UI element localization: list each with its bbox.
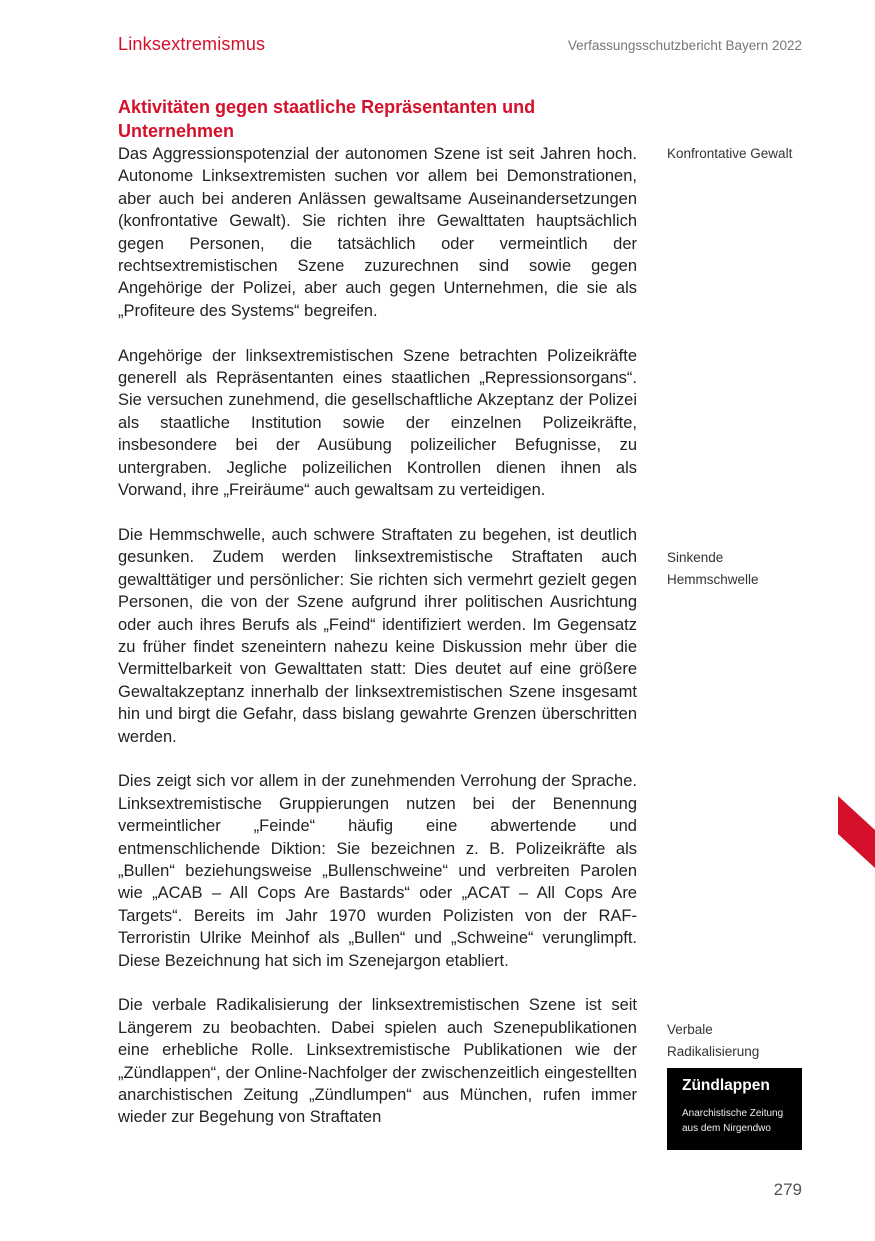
paragraph-4: Dies zeigt sich vor allem in der zunehmenden Verrohung der Sprache. Linksextremistische Gruppierungen nutzen bei der Benennung vermeintlicher „Feinde“ häufig eine abwertende und entmenschlichende Diktion: Sie bezeichnen z. B. Polizeikräfte als „Bullen“ beziehungsweise „Bullenschweine“ und verbreiten Parolen wie „ACAB – All Cops Are Bastards“ oder „ACAT – All Cops Are Targets“. Bereits im Jahr 1970 wurden Polizisten von der RAF-Terroristin Ulrike Meinhof als „Bullen“ und „Schweine“ verunglimpft. Diese Bezeichnung hat sich im Szenejargon etabliert. — [118, 772, 637, 970]
publication-logo-box — [667, 1068, 802, 1150]
publication-subtitle — [682, 1106, 787, 1136]
margin-note-line: Radikalisierung — [667, 1044, 760, 1059]
publication-subtitle-line: aus dem Nirgendwo — [682, 1123, 771, 1134]
page-number: 279 — [773, 1180, 802, 1199]
margin-note-line: Hemmschwelle — [667, 572, 759, 587]
margin-note-verbale-radikalisierung — [667, 1019, 807, 1063]
paragraph-3: Die Hemmschwelle, auch schwere Straftaten zu begehen, ist deutlich gesunken. Zudem werden linksextremistische Straftaten auch gewalttätiger und persönlicher: Sie richten sich vermehrt gezielt gegen Personen, die von der Szene aufgrund ihrer politischen Ausrichtung oder auch ihres Berufs als „Feind“ identifiziert werden. Im Gegensatz zu früher findet szeneintern nahezu keine Diskussion mehr über die Vermittelbarkeit von Gewalttaten statt: Dies deutet auf eine größere Gewaltakzeptanz innerhalb der linksextremistischen Szene insgesamt hin und birgt die Gefahr, dass bislang gewahrte Grenzen überschritten werden. — [118, 525, 637, 746]
paragraph-1: Das Aggressionspotenzial der autonomen Szene ist seit Jahren hoch. Autonome Linksextremisten suchen vor allem bei Demonstrationen, aber auch bei anderen Anlässen gewaltsame Auseinandersetzungen (konfrontative Gewalt). Sie richten ihre Gewalttaten hauptsächlich gegen Personen, die tatsächlich oder vermeintlich der rechtsextremistischen Szene zuzurechnen sind sowie gegen Angehörige der Polizei, aber auch gegen Unternehmen, die sie als „Profiteure des Systems“ begreifen. — [118, 145, 637, 320]
report-title: Verfassungsschutzbericht Bayern 2022 — [567, 38, 802, 53]
margin-note-line: Sinkende — [667, 550, 724, 565]
publication-subtitle-line: Anarchistische Zeitung — [682, 1108, 784, 1119]
main-content — [118, 95, 637, 1129]
margin-note-sinkende-hemmschwelle — [667, 547, 807, 591]
publication-title: Zündlappen — [682, 1077, 770, 1094]
chapter-title: Linksextremismus — [118, 34, 266, 54]
chapter-tab-marker — [838, 796, 875, 868]
paragraph-2: Angehörige der linksextremistischen Szene betrachten Polizeikräfte generell als Repräsentanten eines staatlichen „Repressionsorgans“. Sie versuchen zunehmend, die gesellschaftliche Akzeptanz der Polizei als staatliche Institution sowie der einzelnen Polizeikräfte, insbesondere bei der Ausübung polizeilicher Befugnisse, zu untergraben. Jegliche polizeilichen Kontrollen dienen ihnen als Vorwand, ihre „Freiräume“ auch gewaltsam zu verteidigen. — [118, 346, 637, 500]
margin-note-konfrontative-gewalt — [667, 143, 807, 165]
margin-note-text: Konfrontative Gewalt — [667, 146, 793, 161]
paragraph-5: Die verbale Radikalisierung der linksextremistischen Szene ist seit Längerem zu beobachten. Dabei spielen auch Szenepublikationen eine erhebliche Rolle. Linksextremistische Publikationen wie der „Zündlappen“, der Online-Nachfolger der zwischenzeitlich eingestellten anarchistischen Zeitung „Zündlumpen“ aus München, rufen immer wieder zur Begehung von Straftaten — [118, 996, 637, 1127]
section-heading: Aktivitäten gegen staatliche Repräsentanten und Unternehmen — [118, 97, 536, 141]
margin-note-line: Verbale — [667, 1022, 713, 1037]
